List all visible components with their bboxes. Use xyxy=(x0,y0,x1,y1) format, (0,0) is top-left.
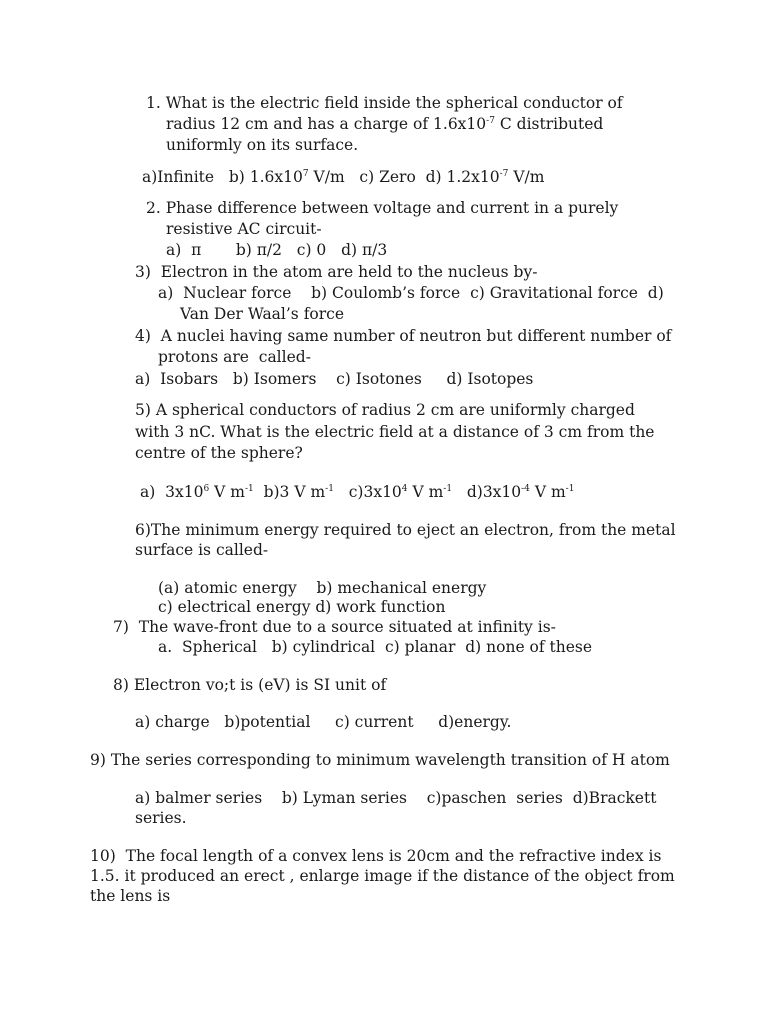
question-5-line-2: with 3 nC. What is the electric field at a distance of 3 cm from the xyxy=(135,423,655,441)
question-1-line-2-text-a: radius 12 cm and has a charge of 1.6x10 xyxy=(166,115,487,133)
question-1-line-2 xyxy=(166,114,603,135)
question-6-options-1: (a) atomic energy b) mechanical energy xyxy=(158,579,487,597)
question-1-options-a: a)Infinite b) 1.6x10 xyxy=(142,168,303,186)
question-5-line-1: 5) A spherical conductors of radius 2 cm are uniformly charged xyxy=(135,401,635,419)
question-10-line-3: the lens is xyxy=(90,887,171,905)
question-6-line-2: surface is called- xyxy=(135,541,269,559)
question-1-options-c: V/m xyxy=(508,168,545,186)
question-6-line-1: 6)The minimum energy required to eject an electron, from the metal xyxy=(135,521,676,539)
q5-opt-exp-1: 6 xyxy=(203,484,210,494)
question-2-line-2: resistive AC circuit- xyxy=(166,220,322,238)
q5-opt-part-2: V m xyxy=(209,483,245,501)
question-8-options: a) charge b)potential c) current d)energy. xyxy=(135,713,512,731)
q5-opt-part-5: V m xyxy=(407,483,444,501)
question-2-line-1: 2. Phase difference between voltage and current in a purely xyxy=(146,199,619,217)
question-3-options-1: a) Nuclear force b) Coulomb’s force c) Gravitational force d) xyxy=(158,284,664,302)
question-5-options xyxy=(140,482,574,503)
q5-opt-exp-4: 4 xyxy=(401,484,408,494)
question-9-options-1: a) balmer series b) Lyman series c)paschen series d)Brackett xyxy=(135,789,657,807)
question-10-line-1: 10) The focal length of a convex lens is 20cm and the refractive index is xyxy=(90,847,662,865)
question-3-options-2: Van Der Waal’s force xyxy=(180,305,345,323)
question-6-options-2: c) electrical energy d) work function xyxy=(158,598,446,616)
q5-opt-part-1: a) 3x10 xyxy=(140,483,204,501)
question-1-line-2-text-b: C distributed xyxy=(494,115,604,133)
question-1-options-exp-1: 7 xyxy=(302,169,309,179)
question-1-options-b: V/m c) Zero d) 1.2x10 xyxy=(308,168,500,186)
question-1-line-3: uniformly on its surface. xyxy=(166,136,359,154)
q5-opt-exp-6: -4 xyxy=(521,484,530,494)
question-4-line-1: 4) A nuclei having same number of neutron but different number of xyxy=(135,327,672,345)
q5-opt-exp-7: -1 xyxy=(565,484,575,494)
question-8-line-1: 8) Electron vo;t is (eV) is SI unit of xyxy=(113,676,387,694)
q5-opt-exp-5: -1 xyxy=(443,484,453,494)
question-10-line-2: 1.5. it produced an erect , enlarge image if the distance of the object from xyxy=(90,867,675,885)
q5-opt-part-6: d)3x10 xyxy=(452,483,522,501)
question-1-options xyxy=(142,167,544,188)
question-1-exponent: -7 xyxy=(486,116,495,126)
question-5-line-3: centre of the sphere? xyxy=(135,444,303,462)
q5-opt-part-4: c)3x10 xyxy=(333,483,402,501)
q5-opt-part-7: V m xyxy=(529,483,566,501)
q5-opt-exp-2: -1 xyxy=(244,484,254,494)
question-2-options: a) π b) π/2 c) 0 d) π/3 xyxy=(166,241,388,259)
q5-opt-part-3: b)3 V m xyxy=(253,483,326,501)
question-3-line-1: 3) Electron in the atom are held to the nucleus by- xyxy=(135,263,538,281)
question-4-options: a) Isobars b) Isomers c) Isotones d) Isotopes xyxy=(135,370,534,388)
question-7-line-1: 7) The wave-front due to a source situated at infinity is- xyxy=(113,618,556,636)
question-1-line-1: 1. What is the electric field inside the spherical conductor of xyxy=(146,94,623,112)
question-9-line-1: 9) The series corresponding to minimum wavelength transition of H atom xyxy=(90,751,670,769)
question-4-line-2: protons are called- xyxy=(158,348,311,366)
question-1-options-exp-2: -7 xyxy=(499,169,509,179)
question-9-options-2: series. xyxy=(135,809,187,827)
question-7-options: a. Spherical b) cylindrical c) planar d) none of these xyxy=(158,638,593,656)
q5-opt-exp-3: -1 xyxy=(325,484,334,494)
